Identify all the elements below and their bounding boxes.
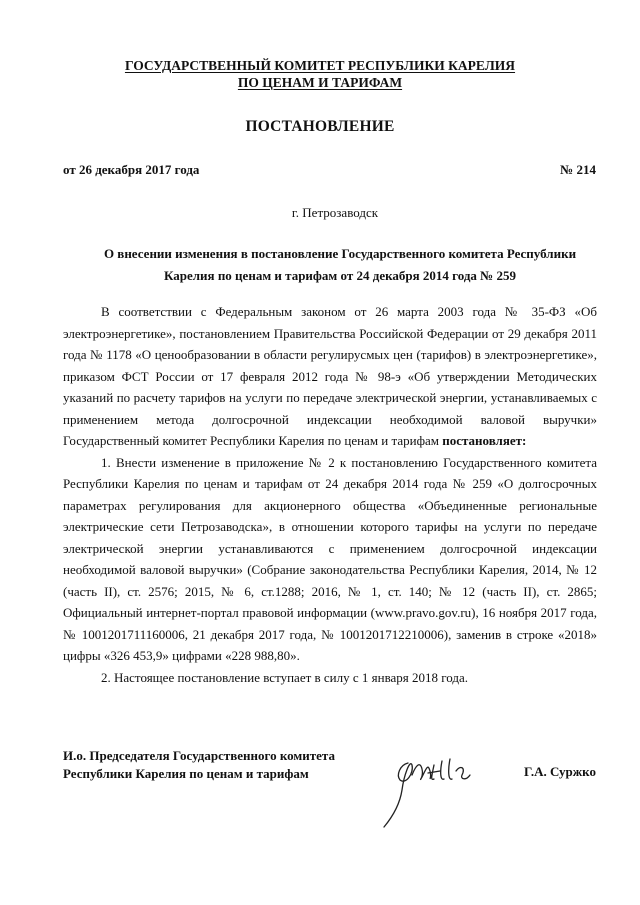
preamble-text: В соответствии с Федеральным законом от 26 марта 2003 года № 35-ФЗ «Об электроэнергетике», постановлением Правительства Российской Федерации от 29 декабря 2011 года № 1178 «О ценообразовании в области регулирусмых цен (тарифов) в электроэнергетике», приказом ФСТ России от 17 февраля 2012 года № 98-э «Об утверждении Методических указаний по расчету тарифов на услуги по передаче электрической энергии, устанавливаемых с применением метода долгосрочной индексации необходимой валовой выручки» Государственный комитет Республики Карелия по ценам и тарифам <box>63 304 597 448</box>
item-2-paragraph: 2. Настоящее постановление вступает в силу с 1 января 2018 года. <box>101 669 469 685</box>
preamble-resolves: постановляет: <box>442 433 527 448</box>
handwritten-signature <box>370 735 490 830</box>
document-title: ПОСТАНОВЛЕНИЕ <box>245 118 395 135</box>
issuer-name-line1: ГОСУДАРСТВЕННЫЙ КОМИТЕТ РЕСПУБЛИКИ КАРЕЛИЯ <box>124 58 516 73</box>
document-date: от 26 декабря 2017 года <box>63 162 200 177</box>
document-body <box>63 301 597 688</box>
signatory-position-line2: Республики Карелия по ценам и тарифам <box>63 766 309 781</box>
issuer-name-line2: ПО ЦЕНАМ И ТАРИФАМ <box>237 75 403 90</box>
document-city: г. Петрозаводск <box>291 205 379 220</box>
document-subject <box>100 243 580 287</box>
document-number: № 214 <box>560 162 596 177</box>
signatory-position-line1: И.о. Председателя Государственного комитета <box>63 748 335 763</box>
preamble-paragraph <box>63 301 597 452</box>
signatory-name: Г.А. Суржко <box>524 764 596 779</box>
subject-line1: О внесении изменения в постановление Государственного комитета Республики <box>103 246 577 261</box>
issuer-header <box>0 57 640 91</box>
signatory-position <box>63 747 335 783</box>
item-1-paragraph: 1. Внести изменение в приложение № 2 к постановлению Государственного комитета Республики Карелия по ценам и тарифам от 24 декабря 2014 года № 259 «О долгосрочных параметрах регулирования для акционерного общества «Объединенные региональные электрические сети Петрозаводска», в отношении которого тарифы на услуги по передаче электрической энергии устанавливаются с применением долгосрочной индексации необходимой валовой выручки» (Собрание законодательства Республики Карелия, 2014, № 12 (часть II), ст. 2576; 2015, № 6, ст.1288; 2016, № 1, ст. 140; № 12 (часть II), ст. 2865; Официальный интернет-портал правовой информации (www.pravo.gov.ru), 16 ноября 2017 года, № 1001201711160006, 21 декабря 2017 года, № 1001201712210006), заменив в строке «2018» цифры «326 453,9» цифрами «228 988,80». <box>63 454 597 663</box>
subject-line2: Карелия по ценам и тарифам от 24 декабря 2014 года № 259 <box>164 268 516 283</box>
